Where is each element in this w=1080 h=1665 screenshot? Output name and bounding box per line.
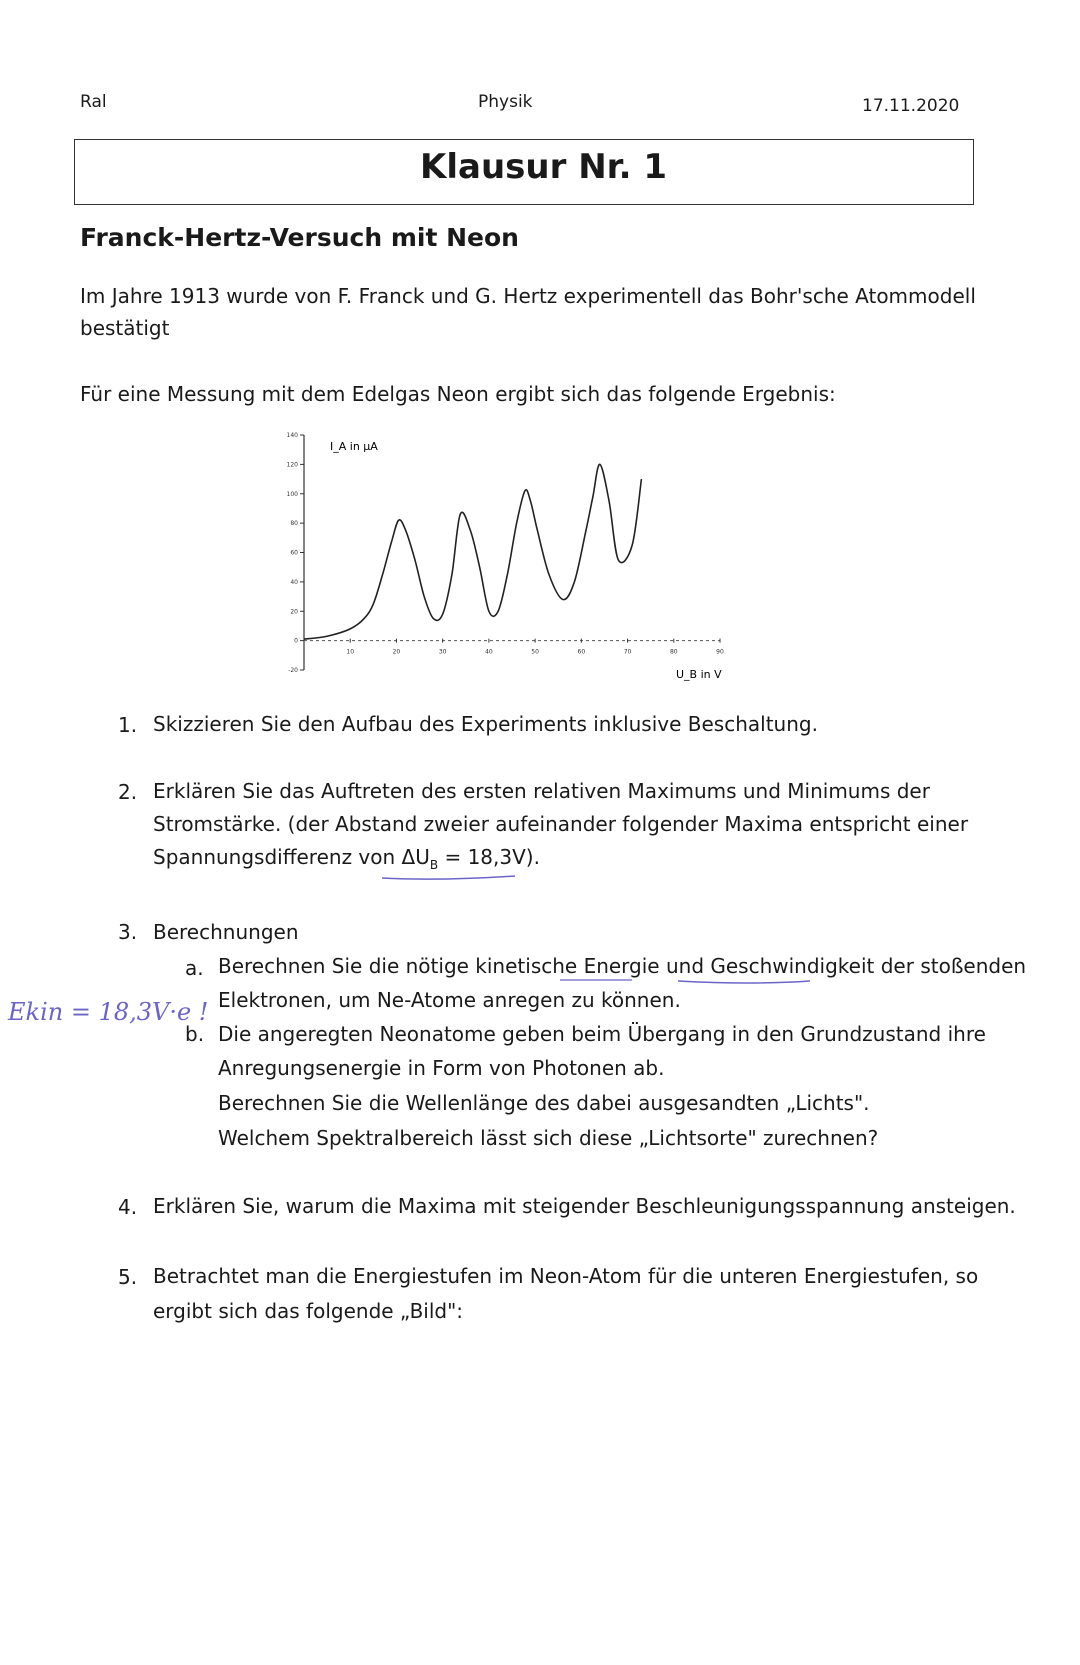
chart-x-label: U_B in V: [676, 668, 722, 681]
q3b-line-3: Berechnen Sie die Wellenlänge des dabei ausgesandten „Lichts".: [218, 1091, 870, 1115]
chart-x-tick-label: 80: [669, 648, 678, 656]
chart-x-tick-label: 40: [485, 648, 493, 656]
q2-pen-underline: [380, 872, 520, 882]
q3b-line-1: Die angeregten Neonatome geben beim Übergang in den Grundzustand ihre: [218, 1022, 986, 1046]
chart-x-tick-label: 70: [623, 648, 632, 656]
chart-x-tick-label: 20: [392, 648, 401, 656]
page-title: Klausur Nr. 1: [420, 147, 667, 187]
chart-y-tick-label: 40: [290, 578, 298, 586]
chart-series-line: [304, 464, 641, 639]
chart-x-tick-label: 30: [438, 648, 447, 656]
q3-number: 3.: [118, 920, 138, 944]
q4-number: 4.: [118, 1195, 138, 1219]
chart-y-tick-label: 140: [286, 432, 298, 439]
q2-line-3-text: Spannungsdifferenz von ΔU: [153, 845, 430, 869]
section-heading: Franck-Hertz-Versuch mit Neon: [80, 223, 519, 252]
intro-line-1: Im Jahre 1913 wurde von F. Franck und G. Hertz experimentell das Bohr'sche Atommodell: [80, 284, 976, 308]
franck-hertz-chart: [280, 425, 760, 695]
q5-number: 5.: [118, 1265, 138, 1289]
q3-heading: Berechnungen: [153, 920, 299, 944]
q1-text: Skizzieren Sie den Aufbau des Experiments inklusive Beschaltung.: [153, 712, 818, 736]
q5-line-2: ergibt sich das folgende „Bild":: [153, 1299, 464, 1323]
q2-line-3-end: = 18,3V).: [438, 845, 540, 869]
chart-y-tick-label: -20: [288, 667, 298, 674]
header-date: 17.11.2020: [862, 96, 960, 116]
q4-text: Erklären Sie, warum die Maxima mit steigender Beschleunigungsspannung ansteigen.: [153, 1194, 1016, 1218]
chart-y-tick-label: 60: [290, 549, 298, 557]
q3b-label: b.: [185, 1022, 205, 1046]
handwritten-margin-note: Ekin = 18,3V·e !: [8, 998, 209, 1026]
header-subject: Physik: [478, 92, 533, 112]
q3a-line-1: Berechnen Sie die nötige kinetische Energie und Geschwindigkeit der stoßenden: [218, 954, 1027, 978]
q5-line-1: Betrachtet man die Energiestufen im Neon-Atom für die unteren Energiestufen, so: [153, 1264, 979, 1288]
q2-line-1: Erklären Sie das Auftreten des ersten relativen Maximums und Minimums der: [153, 779, 930, 803]
q2-subscript: B: [429, 858, 439, 872]
chart-x-tick-label: 50: [531, 648, 539, 656]
chart-y-tick-label: 100: [286, 490, 298, 498]
chart-x-tick-label: 90: [716, 648, 724, 656]
q2-line-2: Stromstärke. (der Abstand zweier aufeinander folgender Maxima entspricht einer: [153, 812, 969, 836]
q3a-label: a.: [185, 956, 204, 980]
intro-line-2: bestätigt: [80, 316, 170, 340]
chart-y-label: I_A in μA: [330, 440, 378, 453]
chart-y-tick-label: 80: [290, 520, 298, 528]
chart-y-tick-label: 0: [294, 637, 298, 645]
q3a-line-2: Elektronen, um Ne-Atome anregen zu können.: [218, 988, 681, 1012]
chart-y-tick-label: 20: [290, 608, 298, 616]
header-author: Ral: [80, 92, 107, 112]
q3b-line-4: Welchem Spektralbereich lässt sich diese „Lichtsorte" zurechnen?: [218, 1126, 879, 1150]
q3b-line-2: Anregungsenergie in Form von Photonen ab.: [218, 1056, 665, 1080]
chart-y-tick-label: 120: [286, 461, 298, 469]
chart-x-tick-label: 10: [346, 648, 355, 656]
chart-x-tick-label: 60: [577, 648, 586, 656]
q3a-pen-underlines: [560, 976, 820, 988]
q2-number: 2.: [118, 780, 138, 804]
chart-ticks: [287, 432, 724, 674]
lead-text: Für eine Messung mit dem Edelgas Neon ergibt sich das folgende Ergebnis:: [80, 382, 836, 406]
q1-number: 1.: [118, 713, 138, 737]
